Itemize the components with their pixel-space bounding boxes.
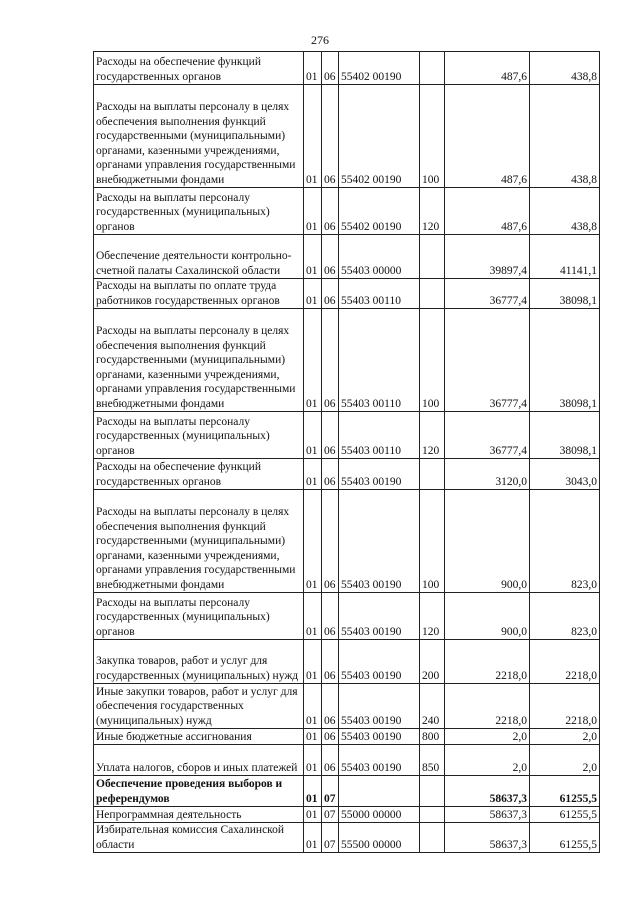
amount-year-1: 2,0 xyxy=(445,729,530,745)
expense-type-code xyxy=(420,235,445,279)
item-name: Расходы на обеспечение функций государственных органов xyxy=(94,52,304,85)
expense-type-code: 100 xyxy=(420,85,445,188)
target-article-code: 55403 00190 xyxy=(339,459,420,490)
expense-type-code: 120 xyxy=(420,593,445,640)
target-article-code: 55403 00190 xyxy=(339,745,420,776)
subsection-code: 06 xyxy=(322,52,339,85)
amount-year-1: 487,6 xyxy=(445,188,530,235)
amount-year-1: 39897,4 xyxy=(445,235,530,279)
amount-year-2: 3043,0 xyxy=(530,459,600,490)
subsection-code: 06 xyxy=(322,490,339,593)
item-name: Расходы на обеспечение функций государственных органов xyxy=(94,459,304,490)
section-code: 01 xyxy=(304,279,322,309)
item-name: Расходы на выплаты персоналу в целях обеспечения выполнения функций государственными (муниципальными) органами, казенными учреждениями, органами управления государственными внебюджетными фондами xyxy=(94,309,304,412)
subsection-code: 06 xyxy=(322,593,339,640)
target-article-code: 55403 00110 xyxy=(339,309,420,412)
table-row xyxy=(94,279,600,309)
subsection-code: 06 xyxy=(322,684,339,729)
section-code: 01 xyxy=(304,807,322,823)
expense-type-code: 120 xyxy=(420,412,445,459)
amount-year-1: 2218,0 xyxy=(445,684,530,729)
target-article-code: 55403 00190 xyxy=(339,640,420,684)
target-article-code: 55402 00190 xyxy=(339,188,420,235)
amount-year-2: 38098,1 xyxy=(530,309,600,412)
table-row xyxy=(94,776,600,807)
item-name: Расходы на выплаты персоналу в целях обеспечения выполнения функций государственными (муниципальными) органами, казенными учреждениями, органами управления государственными внебюджетными фондами xyxy=(94,85,304,188)
expense-type-code xyxy=(420,807,445,823)
target-article-code: 55402 00190 xyxy=(339,85,420,188)
section-code: 01 xyxy=(304,823,322,853)
amount-year-2: 438,8 xyxy=(530,85,600,188)
subsection-code: 06 xyxy=(322,85,339,188)
expense-type-code xyxy=(420,459,445,490)
section-code: 01 xyxy=(304,729,322,745)
subsection-code: 06 xyxy=(322,309,339,412)
amount-year-2: 61255,5 xyxy=(530,776,600,807)
amount-year-2: 2218,0 xyxy=(530,684,600,729)
amount-year-1: 2,0 xyxy=(445,745,530,776)
section-code: 01 xyxy=(304,684,322,729)
subsection-code: 07 xyxy=(322,807,339,823)
item-name: Расходы на выплаты персоналу государственных (муниципальных) органов xyxy=(94,412,304,459)
amount-year-1: 900,0 xyxy=(445,593,530,640)
target-article-code: 55403 00190 xyxy=(339,729,420,745)
amount-year-1: 487,6 xyxy=(445,85,530,188)
amount-year-1: 900,0 xyxy=(445,490,530,593)
item-name: Расходы на выплаты персоналу государственных (муниципальных) органов xyxy=(94,188,304,235)
amount-year-2: 38098,1 xyxy=(530,412,600,459)
amount-year-1: 36777,4 xyxy=(445,279,530,309)
table-row xyxy=(94,593,600,640)
amount-year-1: 3120,0 xyxy=(445,459,530,490)
subsection-code: 07 xyxy=(322,823,339,853)
expense-type-code xyxy=(420,776,445,807)
section-code: 01 xyxy=(304,309,322,412)
table-row xyxy=(94,412,600,459)
item-name: Иные закупки товаров, работ и услуг для обеспечения государственных (муниципальных) нужд xyxy=(94,684,304,729)
amount-year-2: 438,8 xyxy=(530,52,600,85)
section-code: 01 xyxy=(304,640,322,684)
section-code: 01 xyxy=(304,776,322,807)
budget-table xyxy=(93,51,600,853)
subsection-code: 06 xyxy=(322,279,339,309)
item-name: Непрограммная деятельность xyxy=(94,807,304,823)
amount-year-2: 2,0 xyxy=(530,745,600,776)
expense-type-code xyxy=(420,52,445,85)
amount-year-2: 2218,0 xyxy=(530,640,600,684)
target-article-code: 55403 00190 xyxy=(339,684,420,729)
target-article-code: 55403 00190 xyxy=(339,490,420,593)
target-article-code: 55403 00110 xyxy=(339,412,420,459)
expense-type-code: 800 xyxy=(420,729,445,745)
section-code: 01 xyxy=(304,593,322,640)
subsection-code: 06 xyxy=(322,235,339,279)
section-code: 01 xyxy=(304,412,322,459)
section-code: 01 xyxy=(304,459,322,490)
table-row xyxy=(94,729,600,745)
section-code: 01 xyxy=(304,235,322,279)
table-row xyxy=(94,823,600,853)
amount-year-1: 36777,4 xyxy=(445,309,530,412)
table-row xyxy=(94,684,600,729)
expense-type-code: 240 xyxy=(420,684,445,729)
subsection-code: 07 xyxy=(322,776,339,807)
table-row xyxy=(94,807,600,823)
section-code: 01 xyxy=(304,85,322,188)
amount-year-2: 61255,5 xyxy=(530,807,600,823)
table-row xyxy=(94,52,600,85)
item-name: Иные бюджетные ассигнования xyxy=(94,729,304,745)
target-article-code: 55403 00190 xyxy=(339,593,420,640)
expense-type-code xyxy=(420,279,445,309)
table-row xyxy=(94,640,600,684)
item-name: Расходы на выплаты персоналу государственных (муниципальных) органов xyxy=(94,593,304,640)
section-code: 01 xyxy=(304,188,322,235)
section-code: 01 xyxy=(304,745,322,776)
amount-year-2: 38098,1 xyxy=(530,279,600,309)
expense-type-code: 120 xyxy=(420,188,445,235)
amount-year-1: 36777,4 xyxy=(445,412,530,459)
section-code: 01 xyxy=(304,52,322,85)
item-name: Закупка товаров, работ и услуг для государственных (муниципальных) нужд xyxy=(94,640,304,684)
amount-year-2: 823,0 xyxy=(530,490,600,593)
subsection-code: 06 xyxy=(322,640,339,684)
item-name: Обеспечение проведения выборов и референдумов xyxy=(94,776,304,807)
target-article-code: 55000 00000 xyxy=(339,807,420,823)
amount-year-1: 58637,3 xyxy=(445,776,530,807)
table-row xyxy=(94,745,600,776)
expense-type-code: 850 xyxy=(420,745,445,776)
target-article-code: 55500 00000 xyxy=(339,823,420,853)
table-row xyxy=(94,235,600,279)
subsection-code: 06 xyxy=(322,459,339,490)
table-row xyxy=(94,309,600,412)
table-row xyxy=(94,85,600,188)
amount-year-2: 823,0 xyxy=(530,593,600,640)
table-row xyxy=(94,490,600,593)
amount-year-2: 61255,5 xyxy=(530,823,600,853)
amount-year-1: 2218,0 xyxy=(445,640,530,684)
target-article-code: 55402 00190 xyxy=(339,52,420,85)
item-name: Избирательная комиссия Сахалинской области xyxy=(94,823,304,853)
item-name: Обеспечение деятельности контрольно-счетной палаты Сахалинской области xyxy=(94,235,304,279)
expense-type-code: 100 xyxy=(420,490,445,593)
page-number: 276 xyxy=(311,33,329,47)
amount-year-2: 2,0 xyxy=(530,729,600,745)
amount-year-2: 41141,1 xyxy=(530,235,600,279)
subsection-code: 06 xyxy=(322,188,339,235)
item-name: Расходы на выплаты по оплате труда работников государственных органов xyxy=(94,279,304,309)
subsection-code: 06 xyxy=(322,729,339,745)
section-code: 01 xyxy=(304,490,322,593)
expense-type-code: 100 xyxy=(420,309,445,412)
subsection-code: 06 xyxy=(322,412,339,459)
amount-year-1: 487,6 xyxy=(445,52,530,85)
target-article-code: 55403 00110 xyxy=(339,279,420,309)
target-article-code xyxy=(339,776,420,807)
amount-year-1: 58637,3 xyxy=(445,823,530,853)
amount-year-2: 438,8 xyxy=(530,188,600,235)
subsection-code: 06 xyxy=(322,745,339,776)
item-name: Расходы на выплаты персоналу в целях обеспечения выполнения функций государственными (муниципальными) органами, казенными учреждениями, органами управления государственными внебюджетными фондами xyxy=(94,490,304,593)
expense-type-code: 200 xyxy=(420,640,445,684)
table-row xyxy=(94,459,600,490)
table-row xyxy=(94,188,600,235)
expense-type-code xyxy=(420,823,445,853)
item-name: Уплата налогов, сборов и иных платежей xyxy=(94,745,304,776)
amount-year-1: 58637,3 xyxy=(445,807,530,823)
target-article-code: 55403 00000 xyxy=(339,235,420,279)
